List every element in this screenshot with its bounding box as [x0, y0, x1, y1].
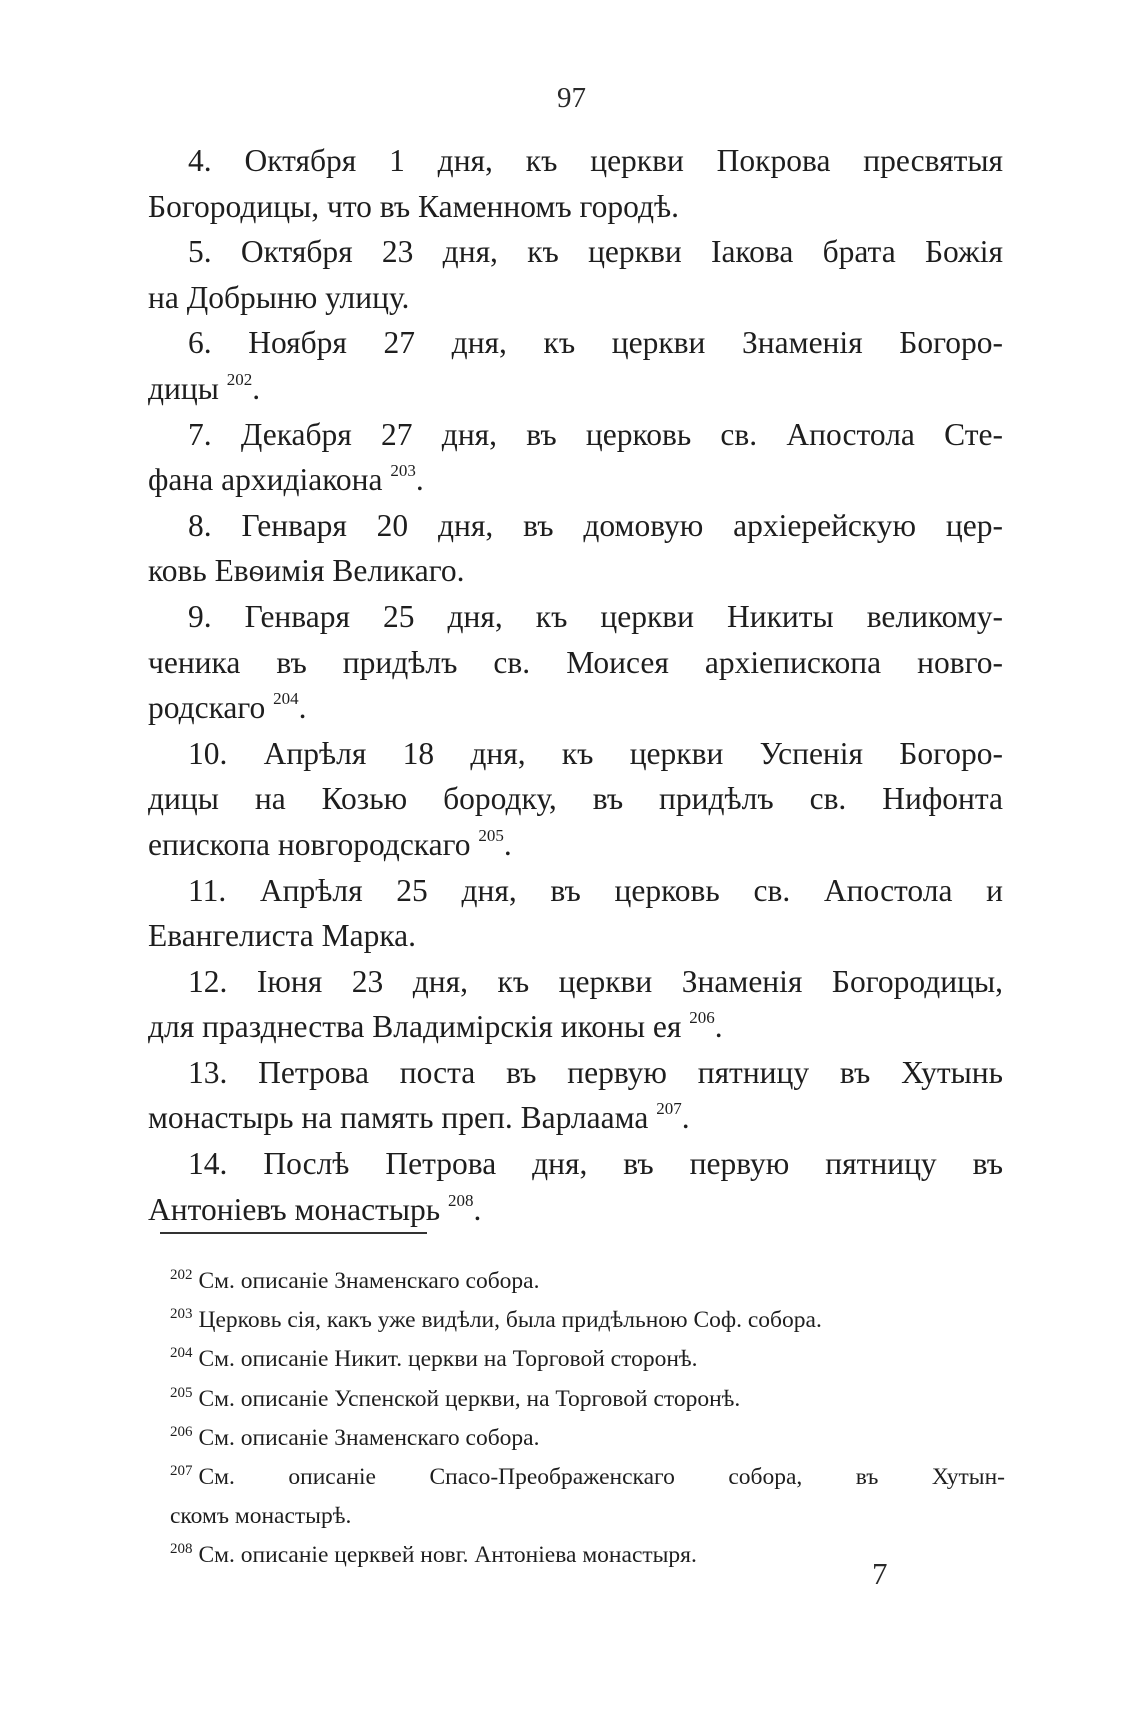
text-line: 12. Іюня 23 дня, къ церкви Знаменія Богородицы,	[188, 963, 1003, 999]
footnote-number: 206	[170, 1423, 193, 1440]
footnote	[170, 1458, 1005, 1497]
list-item	[148, 138, 1003, 229]
footnote-number: 207	[170, 1462, 193, 1479]
footnote-ref: 206	[689, 1008, 715, 1028]
footnote-text: См. описаніе Успенской церкви, на Торговой сторонѣ.	[198, 1385, 741, 1412]
text-line: 5. Октября 23 дня, къ церкви Іакова брата Божія	[188, 234, 1003, 270]
footnote-number: 203	[170, 1306, 193, 1323]
signature-mark: 7	[872, 1556, 888, 1591]
list-item	[148, 412, 1003, 503]
footnote	[170, 1340, 1005, 1379]
text-line: дицы $^{202}$.	[148, 369, 261, 406]
text-line: 8. Генваря 20 дня, въ домовую архіерейскую цер-	[188, 507, 1003, 543]
list-item	[148, 959, 1003, 1050]
footnote-text: См. описаніе Знаменскаго собора.	[198, 1424, 540, 1451]
text-line: 4. Октября 1 дня, къ церкви Покрова пресвятыя	[188, 143, 1003, 178]
text-line: Евангелиста Марка.	[148, 918, 417, 954]
text-line: 9. Генваря 25 дня, къ церкви Никиты великому-	[188, 598, 1003, 634]
text-line: 13. Петрова поста въ первую пятницу въ Хутынь	[188, 1054, 1003, 1090]
list-item	[148, 731, 1003, 868]
footnote-number: 202	[170, 1267, 193, 1283]
text-line: для празднества Владимірскія иконы ея $^{206}$.	[148, 1008, 723, 1045]
text-line: ченика въ придѣлъ св. Моисея архіепископа новго-	[148, 644, 1003, 680]
main-text	[148, 138, 1003, 1232]
footnote-separator	[160, 1232, 427, 1234]
text-line: Богородицы, что въ Каменномъ городѣ.	[148, 188, 679, 224]
footnote-text: См. описаніе Никит. церкви на Торговой сторонѣ.	[198, 1346, 698, 1373]
text-line: епископа новгородскаго $^{205}$.	[148, 825, 512, 862]
footnote-ref: 203	[390, 461, 416, 481]
text-line: фана архидіакона $^{203}$.	[148, 461, 424, 498]
footnote-number: 208	[170, 1541, 193, 1558]
text-line: на Добрыню улицу.	[148, 279, 410, 315]
text-line: родскаго $^{204}$.	[148, 689, 307, 726]
footnote-number: 205	[170, 1384, 193, 1401]
footnote-ref: 207	[656, 1099, 682, 1119]
footnote	[170, 1497, 1005, 1536]
text-line: 11. Апрѣля 25 дня, въ церковь св. Апостола и	[188, 872, 1003, 908]
list-item	[148, 229, 1003, 320]
footnote	[170, 1380, 1005, 1419]
footnote-text: См. описаніе церквей новг. Антоніева монастыря.	[198, 1542, 697, 1569]
footnote	[170, 1419, 1005, 1458]
footnote-ref: 202	[226, 369, 253, 389]
list-item	[148, 503, 1003, 594]
list-item	[148, 1050, 1003, 1141]
footnote	[170, 1262, 1005, 1301]
footnotes	[170, 1262, 1005, 1576]
list-item	[148, 868, 1003, 959]
list-item	[148, 1141, 1003, 1232]
text-line: 10. Апрѣля 18 дня, къ церкви Успенія Богоро-	[188, 735, 1003, 771]
page-number: 97	[557, 82, 586, 114]
footnote-ref: 208	[447, 1190, 474, 1210]
footnote-text: См. описаніе Спасо-Преображенскаго собора, въ Хутын-	[198, 1463, 1005, 1490]
text-line: 7. Декабря 27 дня, въ церковь св. Апостола Сте-	[188, 416, 1003, 452]
footnote-number: 204	[170, 1345, 193, 1362]
text-line: ковь Евѳимія Великаго.	[148, 553, 465, 589]
footnote-text: См. описаніе Знаменскаго собора.	[198, 1268, 540, 1294]
text-line: монастырь на память преп. Варлаама $^{207}$.	[148, 1099, 690, 1136]
list-item	[148, 594, 1003, 731]
footnote-text: скомъ монастырѣ.	[170, 1503, 352, 1530]
list-item	[148, 320, 1003, 411]
footnote-ref: 204	[273, 689, 299, 709]
text-line: дицы на Козью бородку, въ придѣлъ св. Нифонта	[148, 781, 1003, 817]
footnote-text: Церковь сія, какъ уже видѣли, была придѣльною Соф. собора.	[198, 1307, 822, 1334]
text-line: Антоніевъ монастырь $^{208}$.	[148, 1190, 482, 1227]
text-line: 14. Послѣ Петрова дня, въ первую пятницу въ	[188, 1146, 1003, 1182]
footnote-ref: 205	[478, 825, 504, 845]
text-line: 6. Ноября 27 дня, къ церкви Знаменія Богоро-	[188, 325, 1003, 361]
footnote	[170, 1301, 1005, 1340]
